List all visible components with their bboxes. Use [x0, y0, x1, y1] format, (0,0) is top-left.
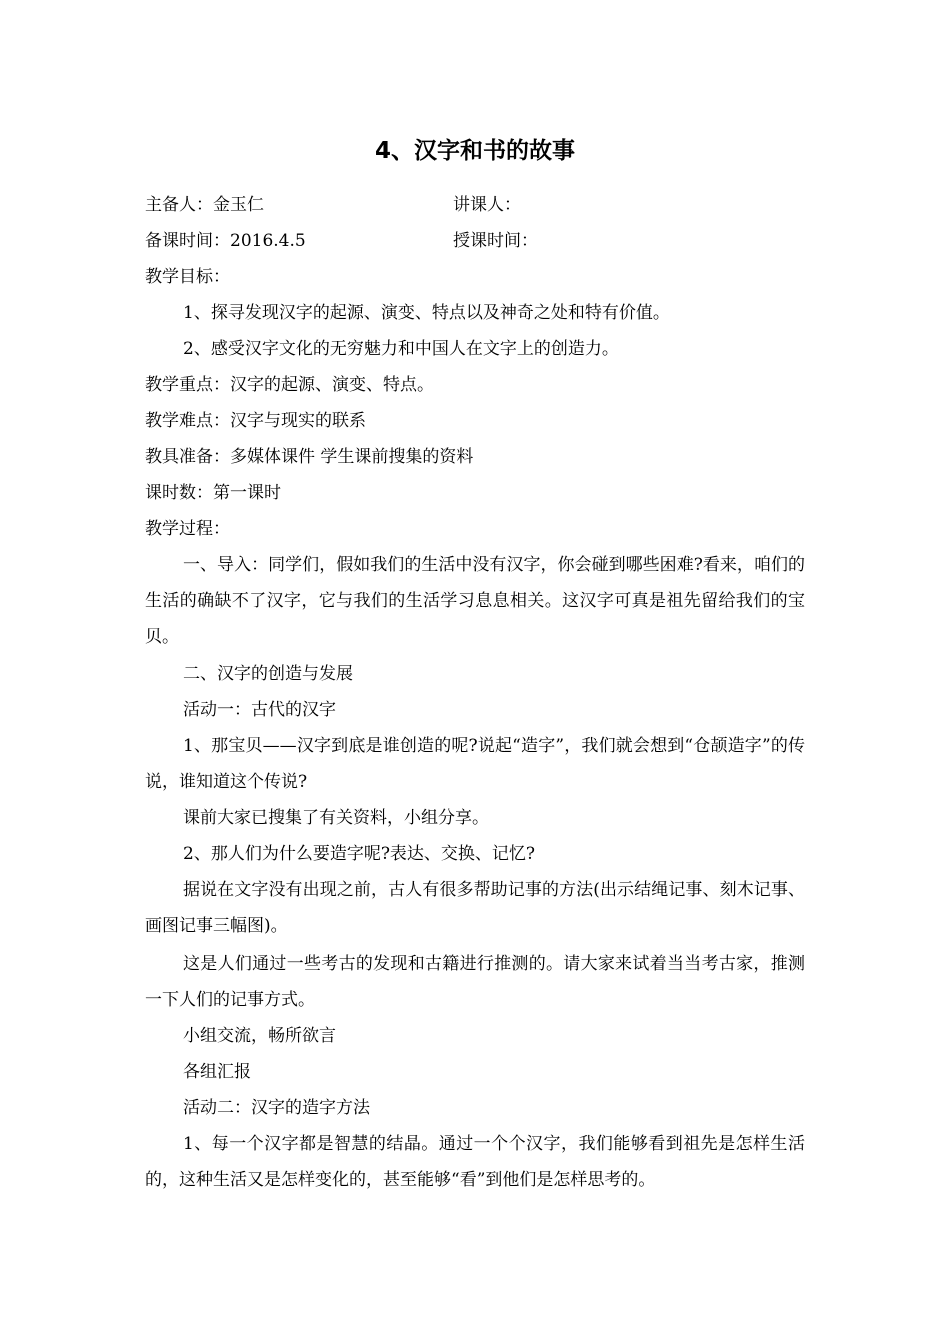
activity-heading: 活动二：汉字的造字方法	[183, 1098, 370, 1118]
activity1-methods: 据说在文字没有出现之前，古人有很多帮助记事的方法(出示结绳记事、刻木记事、画图记事三幅图)。	[145, 880, 805, 936]
prep-time: 备课时间：2016.4.5	[145, 231, 306, 251]
activity2-paragraph1: 1、每一个汉字都是智慧的结晶。通过一个个汉字，我们能够看到祖先是怎样生活的，这种生活又是怎样变化的，甚至能够“看”到他们是怎样思考的。	[145, 1134, 805, 1190]
activity-heading: 活动一：古代的汉字	[183, 700, 336, 720]
intro-paragraph: 一、导入：同学们，假如我们的生活中没有汉字，你会碰到哪些困难?看来，咱们的生活的确缺不了汉字，它与我们的生活学习息息相关。这汉字可真是祖先留给我们的宝贝。	[145, 555, 805, 647]
lead-preparer: 主备人：金玉仁	[145, 195, 264, 215]
activity1-discuss: 小组交流，畅所欲言	[183, 1026, 336, 1046]
difficulties: 教学难点：汉字与现实的联系	[145, 411, 366, 431]
key-points: 教学重点：汉字的起源、演变、特点。	[145, 375, 434, 395]
teach-time: 授课时间：	[453, 231, 538, 251]
activity1-infer: 这是人们通过一些考古的发现和古籍进行推测的。请大家来试着当当考古家，推测一下人们的记事方式。	[145, 954, 805, 1010]
activity1-question1: 1、那宝贝——汉字到底是谁创造的呢?说起“造字”，我们就会想到“仓颉造字”的传说，谁知道这个传说?	[145, 736, 805, 792]
section-heading: 二、汉字的创造与发展	[183, 664, 353, 684]
goal-item: 2、感受汉字文化的无穷魅力和中国人在文字上的创造力。	[183, 339, 619, 359]
document-title: 4、汉字和书的故事	[374, 138, 575, 164]
activity1-share: 课前大家已搜集了有关资料，小组分享。	[183, 808, 489, 828]
activity1-question2: 2、那人们为什么要造字呢?表达、交换、记忆?	[183, 844, 536, 864]
goals-heading: 教学目标：	[145, 267, 230, 287]
lecturer: 讲课人：	[453, 195, 521, 215]
periods: 课时数：第一课时	[145, 483, 281, 503]
goal-item: 1、探寻发现汉字的起源、演变、特点以及神奇之处和特有价值。	[183, 303, 670, 323]
activity1-report: 各组汇报	[183, 1062, 251, 1082]
materials: 教具准备：多媒体课件 学生课前搜集的资料	[145, 447, 474, 467]
process-heading: 教学过程：	[145, 519, 230, 539]
